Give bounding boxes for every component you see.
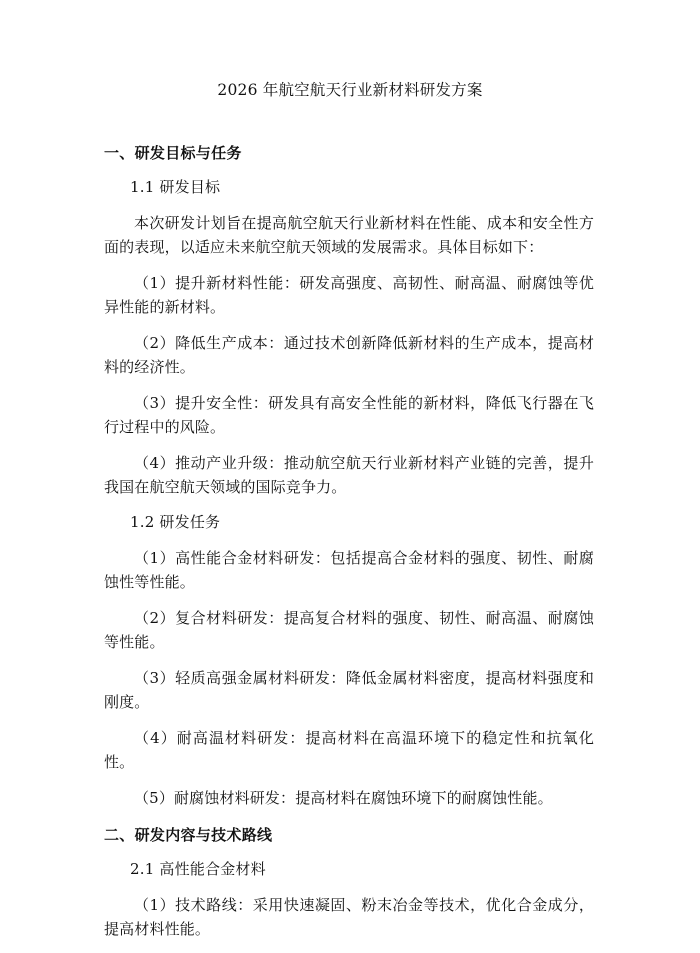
subsection-heading-alloy-materials: 2.1 高性能合金材料	[130, 860, 266, 878]
goal-item: （3）提升安全性：研发具有高安全性能的新材料，降低飞行器在飞行过程中的风险。	[104, 394, 594, 436]
task-item: （3）轻质高强金属材料研发：降低金属材料密度，提高材料强度和刚度。	[104, 669, 594, 711]
goal-item: （4）推动产业升级：推动航空航天行业新材料产业链的完善，提升我国在航空航天领域的国际竞争力。	[104, 454, 594, 496]
task-item: （1）高性能合金材料研发：包括提高合金材料的强度、韧性、耐腐蚀性等性能。	[104, 549, 594, 591]
task-item: （5）耐腐蚀材料研发：提高材料在腐蚀环境下的耐腐蚀性能。	[134, 789, 553, 807]
task-item: （2）复合材料研发：提高复合材料的强度、韧性、耐高温、耐腐蚀等性能。	[104, 609, 594, 651]
goals-intro-paragraph: 本次研发计划旨在提高航空航天行业新材料在性能、成本和安全性方面的表现，以适应未来航空航天领域的发展需求。具体目标如下：	[104, 214, 594, 256]
task-item: （4）耐高温材料研发：提高材料在高温环境下的稳定性和抗氧化性。	[104, 729, 594, 771]
goal-item: （1）提升新材料性能：研发高强度、高韧性、耐高温、耐腐蚀等优异性能的新材料。	[104, 274, 594, 316]
document-title: 2026 年航空航天行业新材料研发方案	[217, 81, 483, 99]
roadmap-item: （1）技术路线：采用快速凝固、粉末冶金等技术，优化合金成分，提高材料性能。	[104, 896, 594, 938]
document-body	[104, 142, 594, 953]
section-heading-content-roadmap: 二、研发内容与技术路线	[104, 826, 273, 844]
subsection-heading-tasks: 1.2 研发任务	[130, 513, 221, 531]
section-heading-goals-tasks: 一、研发目标与任务	[104, 144, 242, 162]
subsection-heading-goals: 1.1 研发目标	[130, 178, 221, 196]
goal-item: （2）降低生产成本：通过技术创新降低新材料的生产成本，提高材料的经济性。	[104, 334, 594, 376]
